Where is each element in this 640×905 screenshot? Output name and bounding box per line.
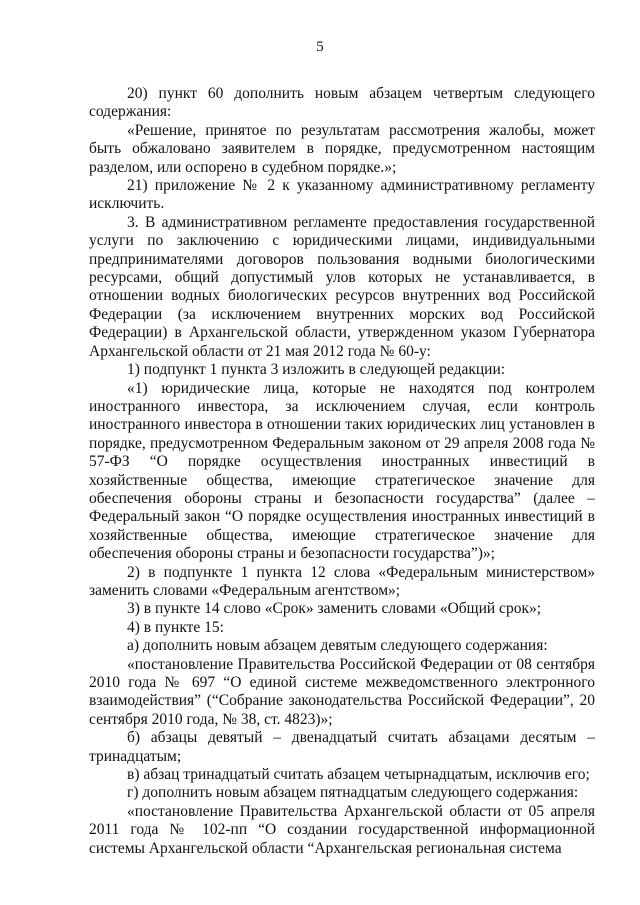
paragraph-government-resolution: «постановление Правительства Российской Федерации от 08 сентября 2010 года № 697 “О единой системе межведомственного электронного взаимодействия” (“Собрание законодательства Российской Федерации”, 20 сентября 2010 года, № 38, ст. 4823)»; <box>89 655 595 728</box>
paragraph-item-21: 21) приложение № 2 к указанному административному регламенту исключить. <box>89 177 595 213</box>
paragraph-letter-b: б) абзацы девятый – двенадцатый считать абзацами десятым – тринадцатым; <box>89 729 595 765</box>
paragraph-subitem-3: 3) в пункте 14 слово «Срок» заменить словами «Общий срок»; <box>127 600 542 618</box>
paragraph-item-20: 20) пункт 60 дополнить новым абзацем четвертым следующего содержания: <box>89 85 595 121</box>
document-body <box>89 85 595 858</box>
paragraph-complaint-decision: «Решение, принятое по результатам рассмотрения жалобы, может быть обжаловано заявителем в порядке, предусмотренном настоящим разделом, или оспорено в судебном порядке.»; <box>89 121 595 176</box>
paragraph-subitem-2: 2) в подпункте 1 пункта 12 слова «Федеральным министерством» заменить словами «Федеральным агентством»; <box>89 563 595 599</box>
paragraph-legal-entities: «1) юридические лица, которые не находятся под контролем иностранного инвестора, за исключением случая, если контроль иностранного инвестора в отношении таких юридических лиц установлен в порядке, предусмотренном Федеральным законом от 29 апреля 2008 года № 57-ФЗ “О порядке осуществления иностранных инвестиций в хозяйственные общества, имеющие стратегическое значение для обеспечения обороны страны и безопасности государства” (далее – Федеральный закон “О порядке осуществления иностранных инвестиций в хозяйственные общества, имеющие стратегическое значение для обеспечения обороны страны и безопасности государства”)»; <box>89 379 595 563</box>
paragraph-letter-g: г) дополнить новым абзацем пятнадцатым следующего содержания: <box>127 784 579 802</box>
paragraph-subitem-1: 1) подпункт 1 пункта 3 изложить в следующей редакции: <box>127 361 506 379</box>
paragraph-arkhangelsk-resolution: «постановление Правительства Архангельской области от 05 апреля 2011 года № 102-пп “О создании государственной информационной системы Архангельской области “Архангельская региональная система <box>89 802 595 857</box>
page-number: 5 <box>316 39 324 55</box>
paragraph-letter-v: в) абзац тринадцатый считать абзацем четырнадцатым, исключив его; <box>127 766 590 784</box>
paragraph-section-3: 3. В административном регламенте предоставления государственной услуги по заключению с юридическими лицами, индивидуальными предпринимателями договоров пользования водными биологическими ресурсами, общий допустимый улов которых не устанавливается, в отношении водных биологических ресурсов внутренних вод Российской Федерации (за исключением внутренних морских вод Российской Федерации) в Архангельской области, утвержденном указом Губернатора Архангельской области от 21 мая 2012 года № 60-у: <box>89 213 595 360</box>
paragraph-subitem-4: 4) в пункте 15: <box>127 618 224 636</box>
paragraph-letter-a: а) дополнить новым абзацем девятым следующего содержания: <box>127 637 548 655</box>
